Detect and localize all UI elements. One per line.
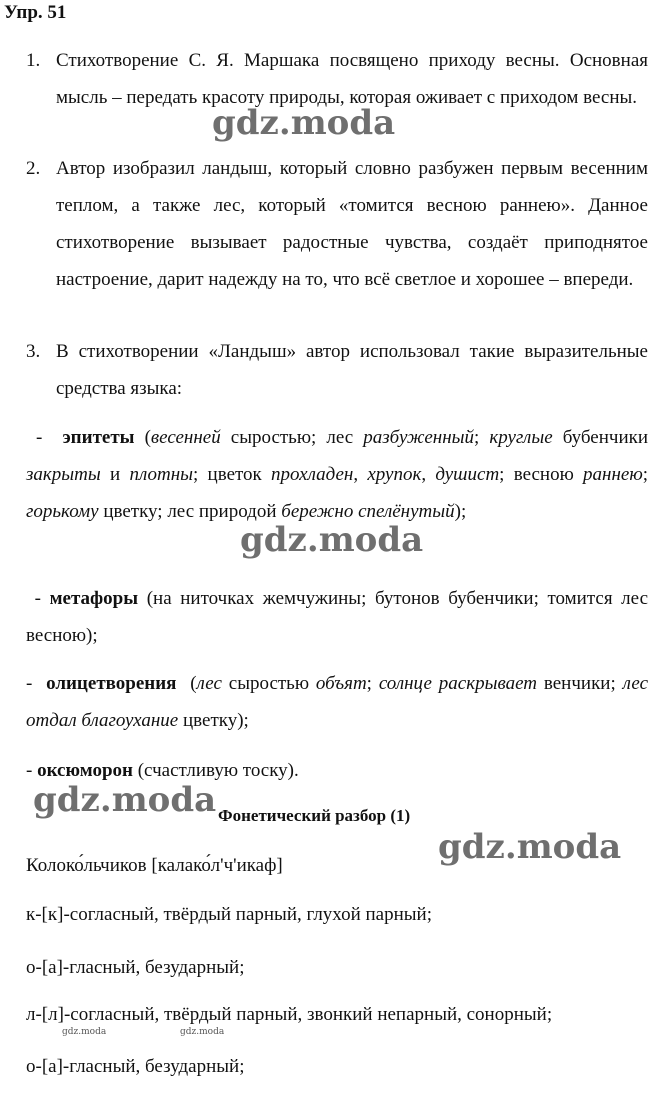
- epithets-label: эпитеты: [62, 427, 135, 448]
- list-item-text: Стихотворение С. Я. Маршака посвящено приходу весны. Основная мысль – передать красоту природы, которая оживает с приходом весны.: [56, 50, 648, 108]
- watermark: gdz.moda: [212, 103, 396, 143]
- list-item-text: В стихотворении «Ландыш» автор использовал такие выразительные средства языка:: [56, 341, 648, 399]
- phonetic-line: о-[а]-гласный, безударный;: [26, 957, 245, 978]
- phonetic-heading: Фонетический разбор (1): [218, 806, 411, 825]
- phonetic-line: к-[к]-согласный, твёрдый парный, глухой парный;: [26, 904, 432, 925]
- list-item-number: 1.: [26, 50, 41, 71]
- oxymoron-paragraph: - оксюморон (счастливую тоску).: [26, 760, 299, 781]
- metaphors-paragraph: - метафоры (на ниточках жемчужины; бутонов бубенчики; томится лес весною);: [26, 588, 649, 646]
- watermark: gdz.moda: [438, 827, 622, 867]
- watermark-small: gdz.moda: [62, 1027, 107, 1037]
- list-item-3: [26, 333, 648, 407]
- watermark: gdz.moda: [33, 780, 217, 820]
- epithets-paragraph: - эпитеты (весенней сыростью; лес разбуженный; круглые бубенчики закрыты и плотны; цветок прохладен, хрупок, душист; весною раннею; горькому цветку; лес природой бережно спелёнутый);: [26, 427, 649, 522]
- watermark-small: gdz.moda: [180, 1027, 225, 1037]
- exercise-title: Упр. 51: [4, 2, 67, 23]
- phonetic-line: л-[л]-согласный, твёрдый парный, звонкий непарный, сонорный;: [26, 1004, 553, 1025]
- oxymoron-label: оксюморон: [37, 760, 133, 781]
- list-item-2: [26, 150, 648, 298]
- personification-paragraph: - олицетворения (лес сыростью объят; солнце раскрывает венчики; лес отдал благоухание цветку);: [26, 673, 648, 731]
- watermark: gdz.moda: [240, 520, 424, 560]
- personification-label: олицетворения: [46, 673, 177, 694]
- list-item-text: Автор изобразил ландыш, который словно разбужен первым весенним теплом, а также лес, который «томится весною раннею». Данное стихотворение вызывает радостные чувства, создаёт приподнятое настроение, дарит надежду на то, что всё светлое и хорошее – впереди.: [56, 158, 648, 290]
- metaphors-label: метафоры: [49, 588, 139, 609]
- list-item-number: 3.: [26, 341, 41, 362]
- list-item-number: 2.: [26, 158, 41, 179]
- phonetic-word-line: Колоко́льчиков [калако́л'ч'икаф]: [26, 855, 283, 876]
- phonetic-line: о-[а]-гласный, безударный;: [26, 1056, 245, 1077]
